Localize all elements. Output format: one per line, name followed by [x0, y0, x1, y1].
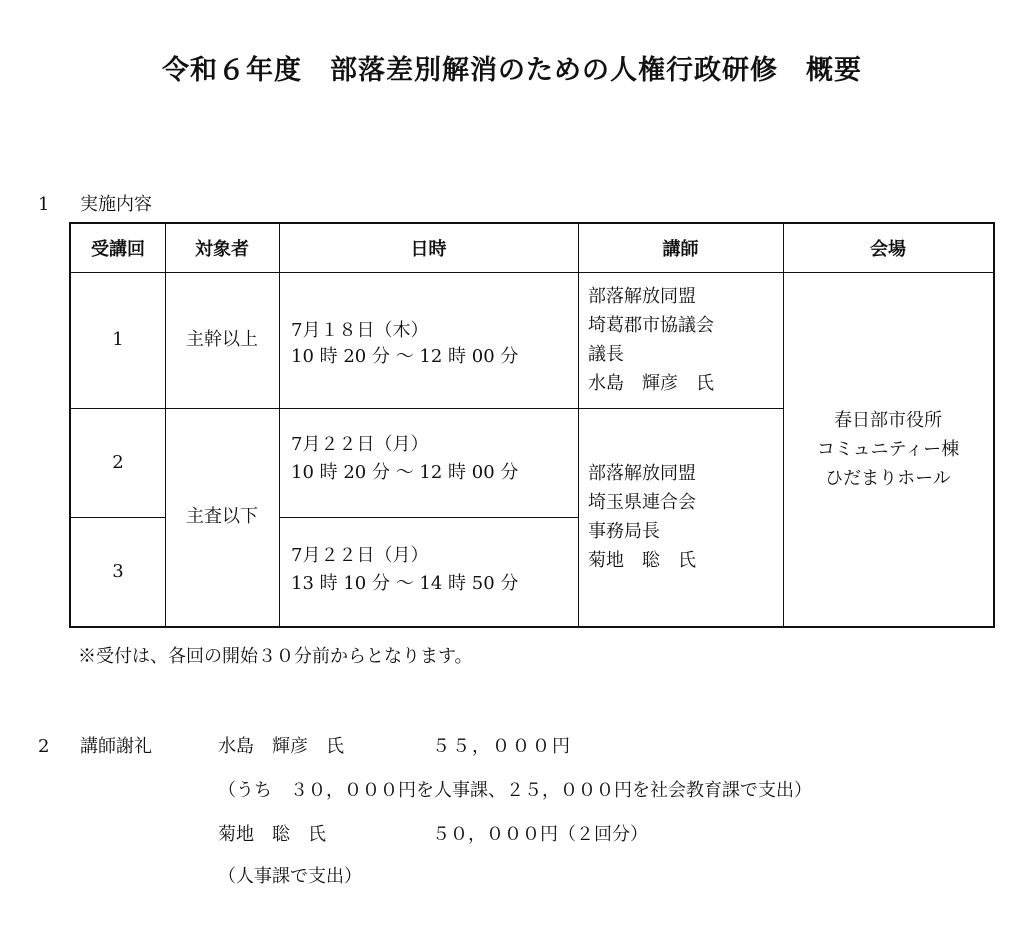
table-divider	[578, 224, 579, 626]
session-1-number: 1	[112, 329, 124, 350]
session-1-date: 7月１８日（木）	[291, 320, 429, 341]
section-2-heading	[38, 732, 152, 758]
lecturer-1-branch: 埼葛郡市協議会	[588, 315, 714, 336]
session-2-date: 7月２２日（月）	[291, 434, 429, 455]
lecturer-2-role: 事務局長	[588, 521, 660, 542]
table-divider	[279, 517, 578, 518]
lecturer-1-role: 議長	[588, 344, 624, 365]
lecturer-2-name: 菊地 聡 氏	[588, 550, 696, 571]
section-2-number: 2	[38, 736, 50, 757]
header-session: 受講回	[91, 239, 145, 260]
audience-session-2-3: 主査以下	[186, 506, 258, 527]
header-audience: 対象者	[195, 239, 249, 260]
section-1-heading	[38, 190, 152, 216]
reception-note: ※受付は、各回の開始３０分前からとなります。	[78, 646, 473, 667]
fee-1-detail: （うち ３０，０００円を人事課、２５，０００円を社会教育課で支出）	[218, 780, 812, 801]
implementation-table	[69, 222, 995, 628]
lecturer-2-org: 部落解放同盟	[588, 463, 696, 484]
session-3-number: 3	[112, 560, 124, 582]
session-2-time: 10 時 20 分 ～ 12 時 00 分	[291, 462, 519, 483]
venue-line-1: 春日部市役所	[834, 409, 942, 431]
fee-1-amount: ５５，０００円	[432, 736, 572, 757]
session-1-time: 10 時 20 分 ～ 12 時 00 分	[291, 346, 519, 367]
venue-line-2: コミュニティー棟	[816, 438, 960, 460]
session-2-number: 2	[112, 451, 124, 473]
lecturer-2-branch: 埼玉県連合会	[588, 492, 696, 513]
session-3-time: 13 時 10 分 ～ 14 時 50 分	[291, 573, 519, 594]
page-title: 令和６年度 部落差別解消のための人権行政研修 概要	[162, 55, 862, 86]
audience-session-1: 主幹以上	[186, 329, 258, 350]
session-3-date: 7月２２日（月）	[291, 545, 429, 566]
venue-line-3: ひだまりホール	[825, 467, 951, 489]
section-2-title: 講師謝礼	[80, 736, 152, 757]
lecturer-1-name: 水島 輝彦 氏	[588, 373, 714, 394]
header-datetime: 日時	[410, 239, 447, 260]
fee-2-detail: （人事課で支出）	[218, 866, 362, 887]
fee-2-name: 菊地 聡 氏	[218, 824, 326, 845]
header-lecturer: 講師	[662, 239, 699, 260]
section-1-number: 1	[38, 194, 50, 215]
fee-2-amount: ５０，０００円（２回分）	[432, 824, 648, 845]
venue-cell	[783, 272, 993, 626]
section-1-title: 実施内容	[80, 194, 152, 215]
fee-1-name: 水島 輝彦 氏	[218, 736, 344, 757]
lecturer-1-org: 部落解放同盟	[588, 286, 696, 307]
header-venue: 会場	[870, 239, 906, 260]
table-divider	[279, 224, 280, 626]
